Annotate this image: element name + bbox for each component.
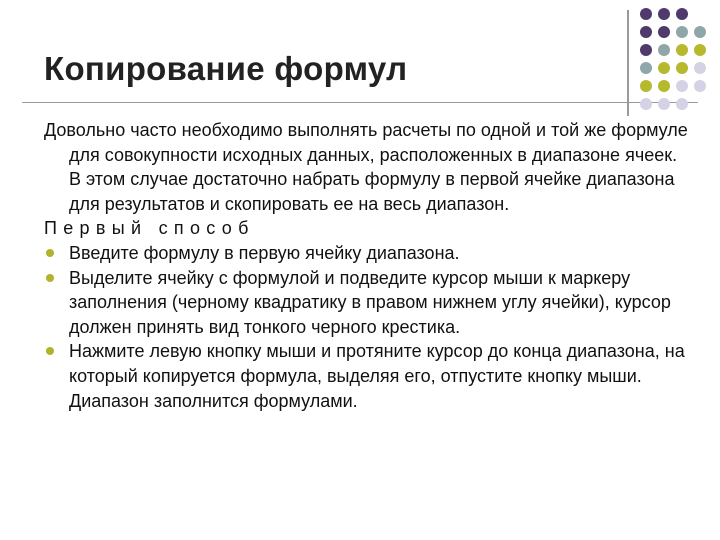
decorative-dot xyxy=(640,98,652,110)
decorative-dot xyxy=(640,44,652,56)
bullet-dot-icon xyxy=(46,249,54,257)
decorative-dot xyxy=(658,80,670,92)
decorative-dot xyxy=(676,44,688,56)
step-text: Введите формулу в первую ячейку диапазона. xyxy=(69,242,460,263)
intro-paragraph: Довольно часто необходимо выполнять расчеты по одной и той же формуле для совокупности исходных данных, расположенных в диапазоне ячеек. В этом случае достаточно набрать формулу в первой ячейке диапазона для результатов и скопировать ее на весь диапазон. xyxy=(44,120,688,214)
vertical-divider xyxy=(627,10,629,116)
step-text: Выделите ячейку с формулой и подведите курсор мыши к маркеру заполнения (черному квадратику в правом нижнем углу ячейки), курсор должен принять вид тонкого черного крестика. xyxy=(69,267,671,337)
decorative-dot xyxy=(658,98,670,110)
slide-title: Копирование формул xyxy=(44,50,408,87)
decorative-dot xyxy=(640,8,652,20)
decorative-dot xyxy=(658,26,670,38)
decorative-dot xyxy=(658,62,670,74)
decorative-dot xyxy=(640,62,652,74)
step-text: Нажмите левую кнопку мыши и протяните курсор до конца диапазона, на который копируется формула, выделяя его, отпустите кнопку мыши. Диапазон заполнится формулами. xyxy=(69,341,685,411)
decorative-dot xyxy=(640,26,652,38)
decorative-dot xyxy=(676,98,688,110)
decorative-dot xyxy=(676,62,688,74)
slide-body xyxy=(44,118,694,413)
decorative-dot xyxy=(658,8,670,20)
step-item xyxy=(44,339,694,413)
decorative-dot xyxy=(640,80,652,92)
step-item xyxy=(44,266,694,340)
decorative-dot xyxy=(694,80,706,92)
decorative-dot xyxy=(676,80,688,92)
decorative-dot xyxy=(694,62,706,74)
bullet-dot-icon xyxy=(46,347,54,355)
step-item xyxy=(44,241,694,266)
decorative-dot xyxy=(694,26,706,38)
decorative-dot xyxy=(694,44,706,56)
decorative-dot xyxy=(658,44,670,56)
decorative-dot xyxy=(676,8,688,20)
method-heading: Первый способ xyxy=(44,218,255,239)
bullet-dot-icon xyxy=(46,274,54,282)
title-divider xyxy=(22,102,698,103)
decorative-dot-grid xyxy=(640,8,720,120)
decorative-dot xyxy=(676,26,688,38)
